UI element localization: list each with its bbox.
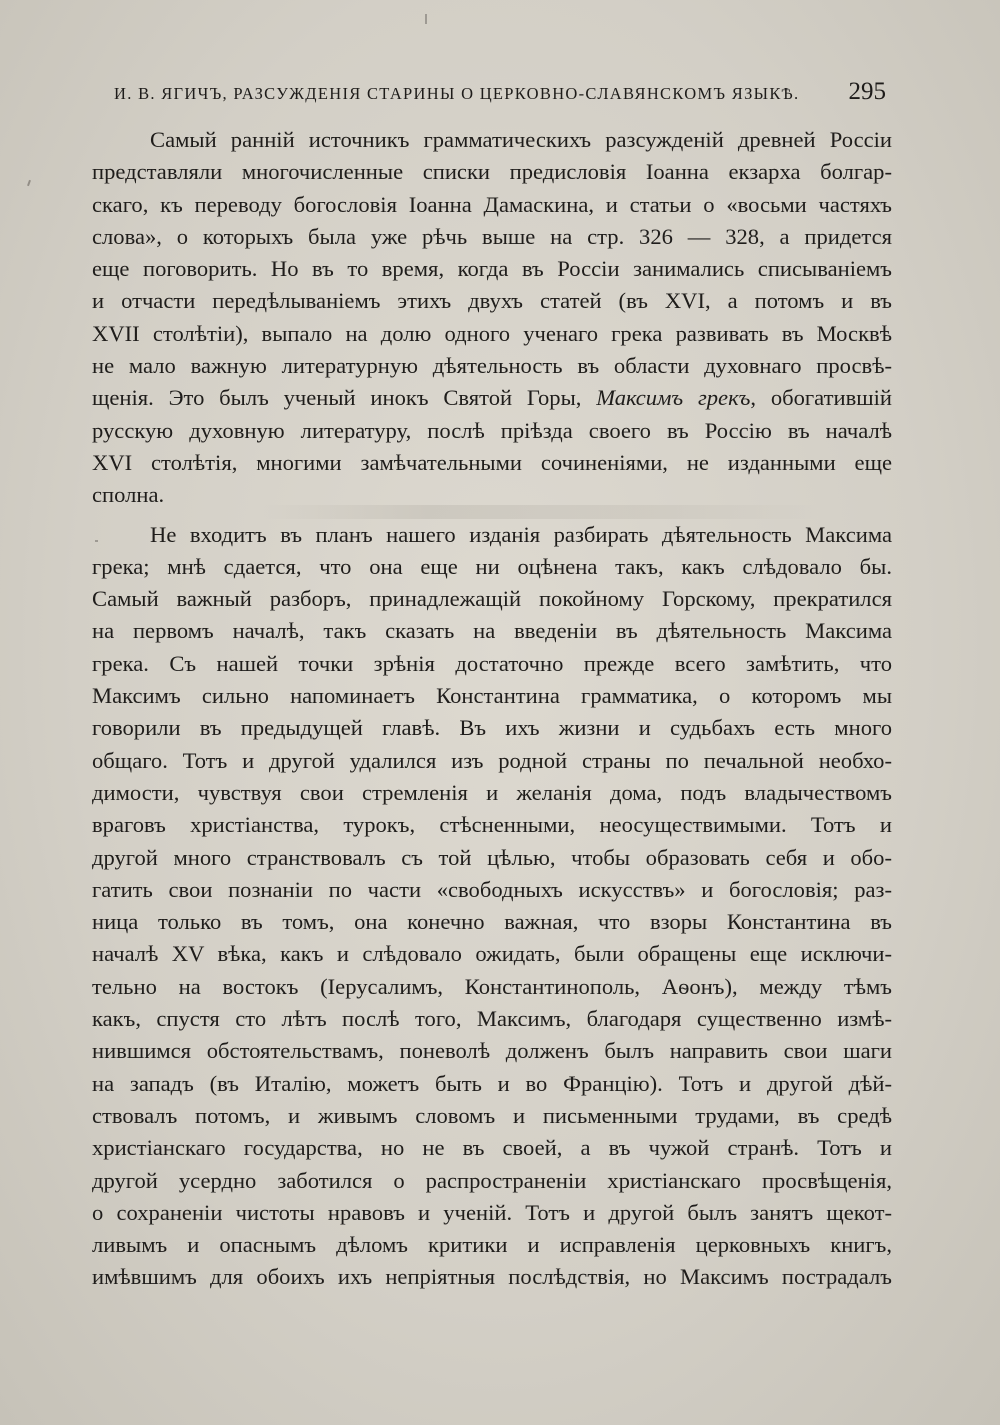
text-line: XVI столѣтія, многими замѣчательными сочиненіями, не изданными еще [92, 449, 892, 475]
text-line: еще поговорить. Но въ то время, когда въ Россіи занимались списываніемъ [92, 256, 892, 282]
text-line: на первомъ началѣ, такъ сказать на введеніи въ дѣятельность Максима [92, 618, 892, 644]
paragraph-1 [92, 124, 892, 512]
paper-speck [425, 14, 427, 24]
text-fragment: , обогатившій [750, 385, 893, 411]
italic-name: Максимъ грекъ [596, 385, 751, 411]
text-line: не мало важную литературную дѣятельность въ области духовнаго просвѣ- [92, 353, 892, 379]
text-line: слова», о которыхъ была уже рѣчь выше на стр. 326 — 328, а придется [92, 223, 892, 249]
text-line: и отчасти передѣлываніемъ этихъ двухъ статей (въ XVI, а потомъ и въ [92, 288, 892, 314]
text-line: какъ, спустя сто лѣтъ послѣ того, Максимъ, благодаря существенно измѣ- [92, 1006, 892, 1032]
text-line: Не входитъ въ планъ нашего изданія разбирать дѣятельность Максима [150, 521, 892, 547]
text-line: грека. Съ нашей точки зрѣнія достаточно прежде всего замѣтить, что [92, 650, 892, 676]
text-line: Максимъ сильно напоминаетъ Константина грамматика, о которомъ мы [92, 683, 892, 709]
paragraph-gap [92, 512, 892, 519]
text-line: русскую духовную литературу, послѣ пріѣзда своего въ Россію въ началѣ [92, 417, 892, 443]
text-line: другой усердно заботился о распространеніи христіанскаго просвѣщенія, [92, 1167, 892, 1193]
paragraph-2 [92, 519, 892, 1294]
text-line: Самый важный разборъ, принадлежащій покойному Горскому, прекратился [92, 586, 892, 612]
running-header [92, 78, 892, 112]
text-line: скаго, къ переводу богословія Іоанна Дамаскина, и статьи о «восьми частяхъ [92, 191, 892, 217]
page-number: 295 [848, 78, 886, 105]
text-line: сполна. [92, 482, 165, 508]
text-line: о сохраненіи чистоты нравовъ и ученій. Тотъ и другой былъ занятъ щекот- [92, 1199, 892, 1225]
text-fragment: щенія. Это былъ ученый инокъ Святой Горы, [92, 385, 597, 411]
text-line: ливымъ и опаснымъ дѣломъ критики и исправленія церковныхъ книгъ, [92, 1232, 892, 1258]
text-line: тельно на востокъ (Іерусалимъ, Константинополь, Аѳонъ), между тѣмъ [92, 973, 892, 999]
text-line: гатить свои познаніи по части «свободныхъ искусствъ» и богословія; раз- [92, 876, 892, 902]
text-line: имѣвшимъ для обоихъ ихъ непріятныя послѣдствія, но Максимъ пострадалъ [92, 1264, 892, 1290]
text-line: димости, чувствуя свои стремленія и желанія дома, подъ владычествомъ [92, 779, 892, 805]
text-line: другой много странствовалъ съ той цѣлью, чтобы образовать себя и обо- [92, 844, 892, 870]
running-header-title: И. В. ЯГИЧЪ, РАЗСУЖДЕНІЯ СТАРИНЫ О ЦЕРКОВНО-СЛАВЯНСКОМЪ ЯЗЫКѢ. [114, 84, 800, 103]
text-line: ница только въ томъ, она конечно важная, что взоры Константина въ [92, 909, 892, 935]
text-line: общаго. Тотъ и другой удалился изъ родной страны по печальной необхо- [92, 747, 892, 773]
text-line: ствовалъ потомъ, и живымъ словомъ и письменными трудами, въ средѣ [92, 1102, 892, 1128]
text-line: на западъ (въ Италію, можетъ быть и во Францію). Тотъ и другой дѣй- [92, 1070, 892, 1096]
text-line [92, 382, 892, 414]
text-line: враговъ христіанства, турокъ, стѣсненными, неосуществимыми. Тотъ и [92, 812, 892, 838]
text-line: грека; мнѣ сдается, что она еще ни оцѣнена такъ, какъ слѣдовало бы. [92, 553, 892, 579]
text-line: Самый ранній источникъ грамматическихъ разсужденій древней Россіи [150, 127, 892, 152]
text-line: говорили въ предыдущей главѣ. Въ ихъ жизни и судьбахъ есть много [92, 715, 892, 741]
text-line: началѣ XV вѣка, какъ и слѣдовало ожидать, были обращены еще исключи- [92, 941, 892, 967]
paper-speck [27, 180, 31, 186]
text-line: христіанскаго государства, но не въ своей, а въ чужой странѣ. Тотъ и [92, 1135, 892, 1161]
text-line: XVII столѣтіи), выпало на долю одного ученаго грека развивать въ Москвѣ [92, 320, 892, 346]
body-text [92, 124, 892, 1294]
text-line: нившимся обстоятельствамъ, поневолѣ долженъ былъ направить свои шаги [92, 1038, 892, 1064]
text-line: представляли многочисленные списки предисловія Іоанна екзарха болгар- [92, 159, 892, 185]
